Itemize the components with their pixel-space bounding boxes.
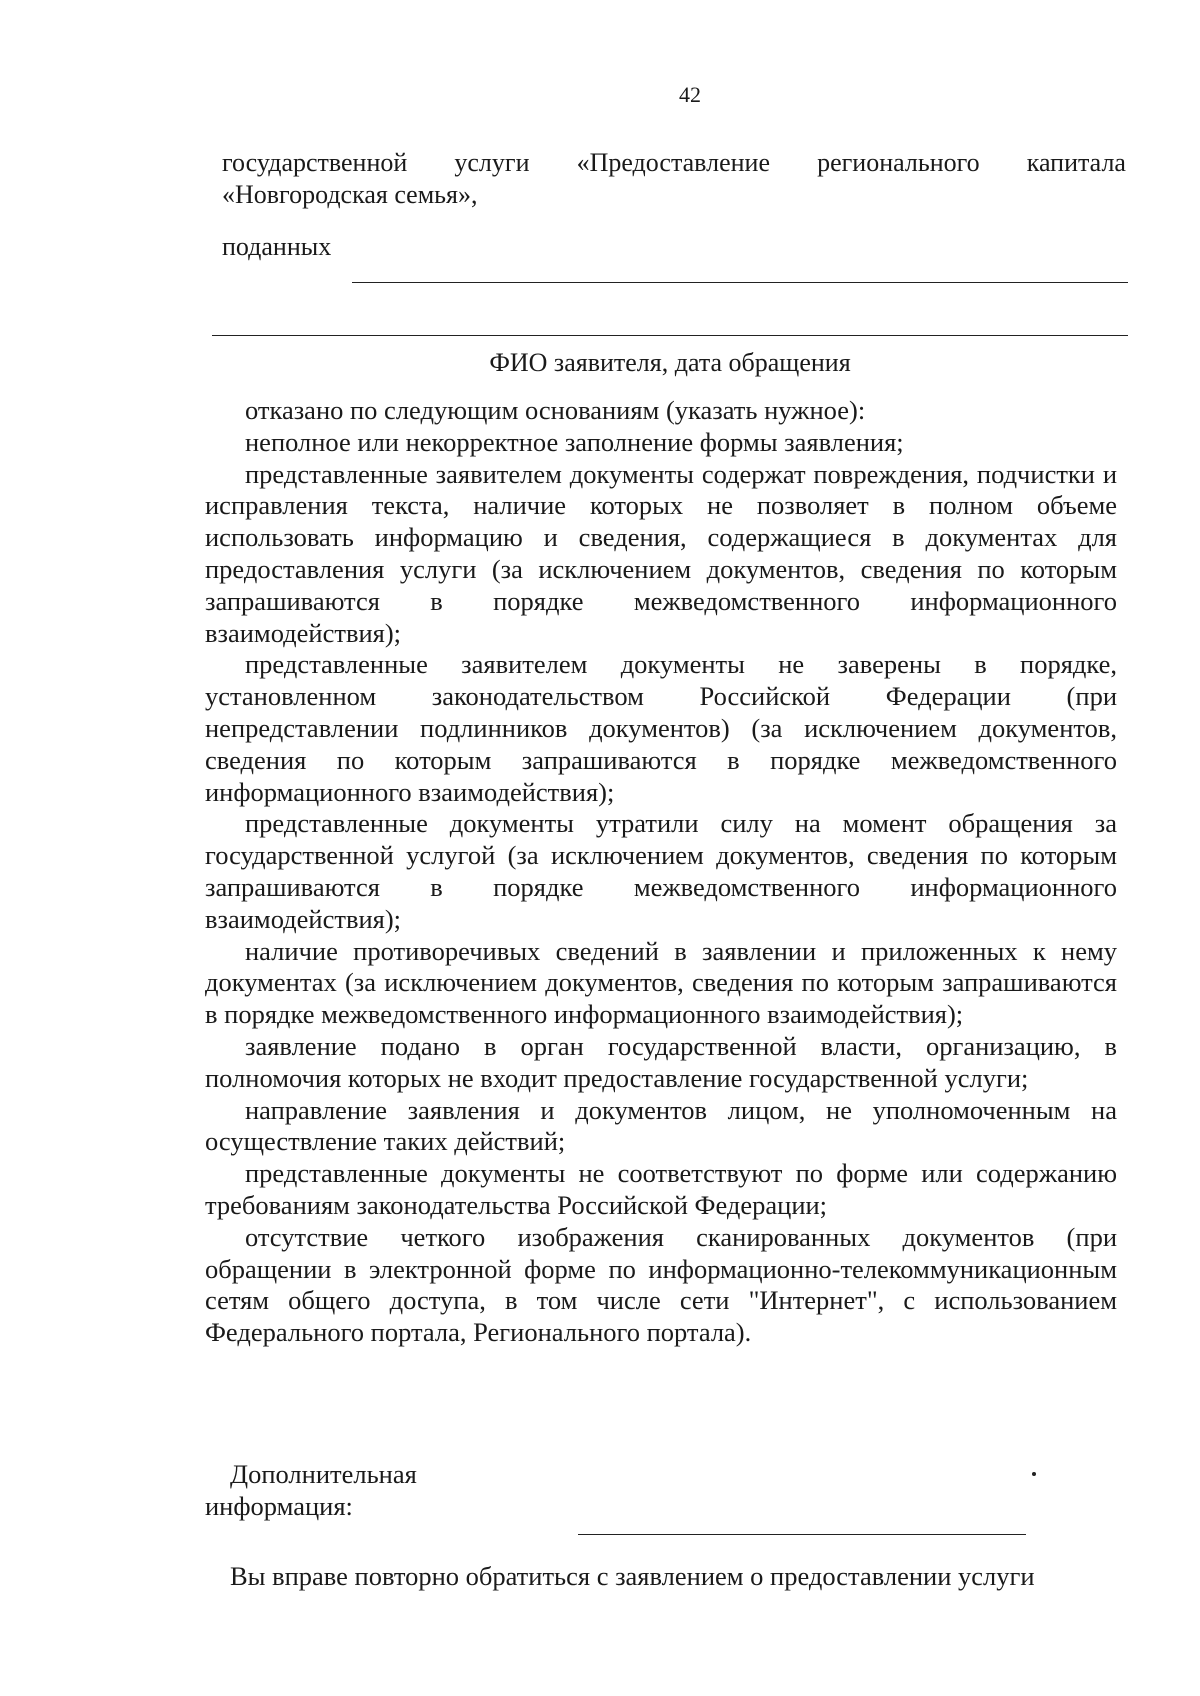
header-line-2: «Новгородская семья»,	[222, 180, 478, 209]
reason-item: заявление подано в орган государственной власти, организацию, в полномочия которых не входит предоставление государственной услуги;	[205, 1030, 1117, 1093]
header-word: регионального	[817, 148, 980, 177]
header-line-1	[222, 148, 1126, 178]
additional-info-label	[205, 1458, 417, 1522]
reason-item: представленные заявителем документы не заверены в порядке, установленном законодательством Российской Федерации (при непредставлении подлинников документов) (за исключением документов, сведения по которым запрашиваются в порядке межведомственного информационного взаимодействия);	[205, 649, 1117, 807]
scan-dot	[1032, 1472, 1036, 1476]
refusal-reasons	[205, 395, 1117, 1349]
reason-item: наличие противоречивых сведений в заявлении и приложенных к нему документах (за исключением документов, сведения по которым запрашиваются в порядке межведомственного информационного взаимодействия);	[205, 935, 1117, 1030]
reason-item: направление заявления и документов лицом, не уполномоченным на осуществление таких действий;	[205, 1094, 1117, 1157]
header-word: государственной	[222, 148, 408, 177]
reason-item: неполное или некорректное заполнение формы заявления;	[245, 426, 904, 457]
additional-info-line-1: Дополнительная	[230, 1459, 417, 1489]
additional-info-blank-line	[578, 1534, 1026, 1535]
reason-item: представленные документы утратили силу на момент обращения за государственной услугой (за исключением документов, сведения по которым запрашиваются в порядке межведомственного информационного взаимодействия);	[205, 808, 1117, 934]
closing-sentence: Вы вправе повторно обратиться с заявлением о предоставлении услуги	[230, 1561, 1035, 1591]
header-word: капитала	[1026, 148, 1126, 177]
header-word: услуги	[454, 148, 530, 177]
header-word: «Предоставление	[576, 148, 770, 177]
applicant-caption: ФИО заявителя, дата обращения	[489, 348, 851, 377]
page-number: 42	[679, 82, 701, 107]
reason-item: отсутствие четкого изображения сканированных документов (при обращении в электронной форме по информационно-телекоммуникационным сетям общего доступа, в том числе сети "Интернет", с использованием Федерального портала, Регионального портала).	[205, 1221, 1117, 1348]
reasons-intro: отказано по следующим основаниям (указать нужное):	[245, 395, 866, 425]
additional-info-line-2: информация:	[205, 1491, 353, 1521]
filed-label: поданных	[222, 232, 332, 261]
filed-blank-line	[352, 282, 1128, 283]
applicant-blank-line	[212, 335, 1128, 336]
reason-item: представленные документы не соответствуют по форме или содержанию требованиям законодательства Российской Федерации;	[205, 1158, 1117, 1220]
reason-item: представленные заявителем документы содержат повреждения, подчистки и исправления текста, наличие которых не позволяет в полном объеме использовать информацию и сведения, содержащиеся в документах для предоставления услуги (за исключением документов, сведения по которым запрашиваются в порядке межведомственного информационного взаимодействия);	[205, 458, 1117, 648]
